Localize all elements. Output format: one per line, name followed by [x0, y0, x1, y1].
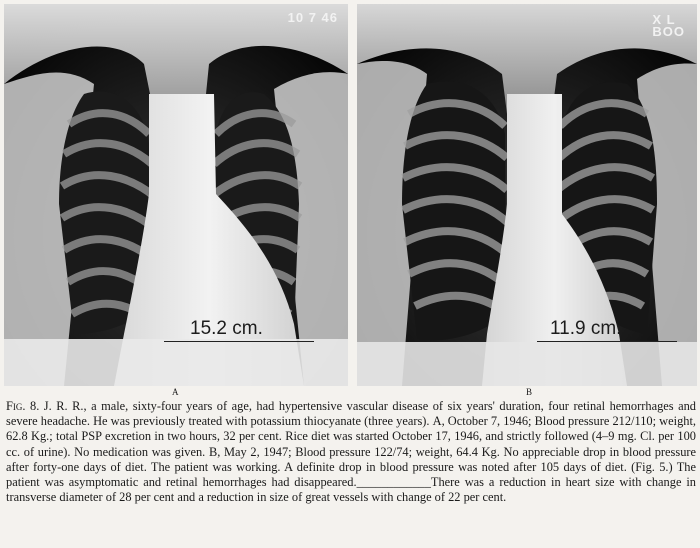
film-marker-line2: BOO [652, 24, 685, 39]
figure-caption [6, 399, 696, 505]
panel-a-label: A [172, 387, 180, 397]
film-marker-line1: X L [652, 12, 676, 27]
caption-text-4: There was a reduction in heart size with change in transverse diameter of 28 per cent and a reduction in size of great vessels with change of 22 per cent. [6, 475, 696, 505]
chest-xray-b-image [357, 4, 697, 386]
caption-blank: ____________ [356, 475, 431, 490]
measurement-line [164, 341, 314, 342]
chest-xray-a [4, 4, 348, 386]
chest-xray-a-image [4, 4, 348, 386]
figure-number: Fig. 8. [6, 399, 40, 413]
transverse-diameter-label: 15.2 cm. [190, 318, 263, 339]
film-date-marker: 10 7 46 [287, 10, 338, 25]
caption-text-2: , October 7, 1946; Blood pressure 212/110; weight, 62.8 Kg.; total PSP excretion in two hours, 32 per cent. Rice diet was started October 17, 1946, and strictly followed (4–9 mg. Cl. per 100 cc. of urine). No medication was given. [6, 414, 696, 459]
measurement-line [537, 341, 677, 342]
panel-b-label: B [526, 387, 534, 397]
film-marker [652, 14, 685, 38]
chest-xray-b [357, 4, 697, 386]
caption-b-marker: B [208, 444, 218, 459]
transverse-diameter-label: 11.9 cm. [550, 318, 622, 339]
caption-a-marker: A [432, 414, 442, 429]
caption-text-1: J. R. R., a male, sixty-four years of age, had hypertensive vascular disease of six years' duration, four retinal hemorrhages and severe headache. He was previously treated with potassium thiocyanate (three years). [6, 399, 696, 429]
caption-text-3: , May 2, 1947; Blood pressure 122/74; weight, 64.4 Kg. No appreciable drop in blood pressure after forty-one days of diet. The patient was working. A definite drop in blood pressure was noted after 105 days of diet. (Fig. 5.) The patient was asymptomatic and retinal hemorrhages had disappeared. [6, 444, 697, 490]
